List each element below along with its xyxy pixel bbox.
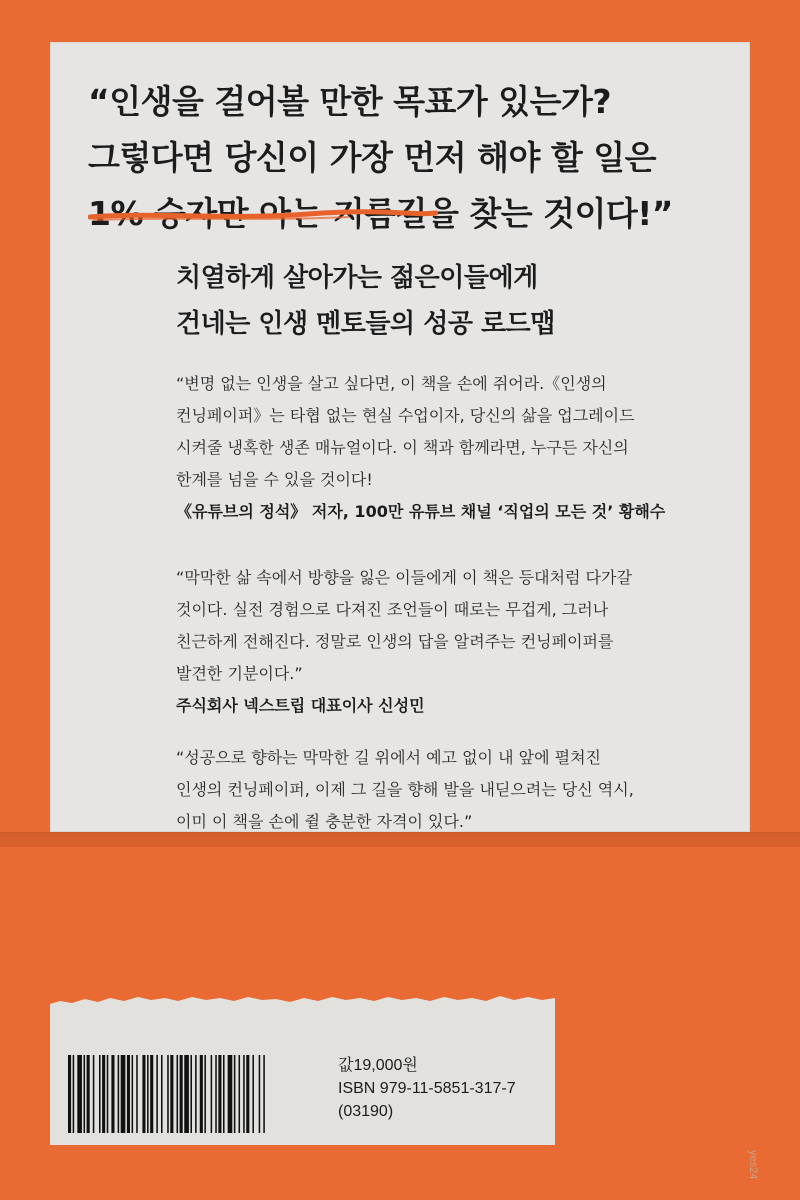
barcode-bar — [246, 1055, 249, 1133]
subheadline-line-2: 건네는 인생 멘토들의 성공 로드맵 — [176, 309, 555, 339]
subheadline-line-1: 치열하게 살아가는 젊은이들에게 — [176, 263, 538, 293]
barcode-bar — [180, 1055, 183, 1133]
barcode-bar — [93, 1055, 95, 1133]
barcode-bar — [259, 1055, 261, 1133]
barcode-bar — [223, 1055, 225, 1133]
barcode-bar — [68, 1055, 71, 1133]
barcode-bar — [252, 1055, 254, 1133]
isbn-number: ISBN 979-11-5851-317-7 — [338, 1080, 516, 1097]
watermark-logo: yes24 — [747, 1150, 759, 1180]
barcode-bar — [200, 1055, 203, 1133]
endorsement-quote-3 — [176, 742, 736, 838]
barcode-bar — [102, 1055, 105, 1133]
quote-line: 시켜줄 냉혹한 생존 매뉴얼이다. 이 책과 함께라면, 누구든 자신의 — [176, 438, 629, 457]
barcode-bar — [73, 1055, 75, 1133]
additional-code: (03190) — [338, 1103, 394, 1120]
quote-line: “변명 없는 인생을 살고 싶다면, 이 책을 손에 쥐어라.《인생의 — [176, 374, 607, 393]
barcode-bar — [118, 1055, 120, 1133]
price-block — [338, 1054, 516, 1123]
quote-author: 《유튜브의 정석》 저자, 100만 유튜브 채널 ‘직업의 모든 것’ 황해수 — [176, 502, 666, 521]
subheadline — [176, 255, 736, 347]
quote-line: “성공으로 향하는 막막한 길 위에서 예고 없이 내 앞에 펼쳐진 — [176, 748, 602, 767]
barcode-bar — [234, 1055, 236, 1133]
barcode-bar — [111, 1055, 114, 1133]
barcode-bar — [77, 1055, 82, 1133]
barcode-bar — [243, 1055, 245, 1133]
barcode-bar — [228, 1055, 233, 1133]
barcode-bar — [177, 1055, 179, 1133]
headline-line-3: 1% 승자만 아는 지름길을 찾는 것이다!” — [88, 194, 673, 233]
barcode-bar — [239, 1055, 241, 1133]
barcode-bar — [127, 1055, 130, 1133]
barcode-bar — [84, 1055, 86, 1133]
barcode-bar — [215, 1055, 217, 1133]
barcode — [66, 1055, 322, 1133]
endorsement-quote-1 — [176, 368, 736, 528]
barcode-bar — [204, 1055, 206, 1133]
quote-line: “막막한 삶 속에서 방향을 잃은 이들에게 이 책은 등대처럼 다가갈 — [176, 568, 632, 587]
barcode-bar — [211, 1055, 213, 1133]
endorsement-quote-2 — [176, 562, 736, 722]
barcode-bar — [263, 1055, 265, 1133]
quote-line: 한계를 넘을 수 있을 것이다! — [176, 470, 373, 489]
barcode-bar — [184, 1055, 189, 1133]
headline-line-1: “인생을 걸어볼 만한 목표가 있는가? — [88, 82, 612, 121]
headline-line-2: 그렇다면 당신이 가장 먼저 해야 할 일은 — [88, 138, 656, 177]
quote-author: 주식회사 넥스트립 대표이사 신성민 — [176, 696, 425, 715]
barcode-bar — [150, 1055, 153, 1133]
barcode-bar — [87, 1055, 90, 1133]
quote-line: 발견한 기분이다.” — [176, 664, 303, 683]
quote-line: 인생의 컨닝페이퍼, 이제 그 길을 향해 발을 내딛으려는 당신 역시, — [176, 780, 634, 799]
barcode-bar — [161, 1055, 163, 1133]
barcode-bar — [147, 1055, 149, 1133]
barcode-bar — [167, 1055, 169, 1133]
barcode-bar — [170, 1055, 173, 1133]
highlight-underline — [88, 208, 438, 224]
barcode-bar — [136, 1055, 138, 1133]
quote-line: 것이다. 실전 경험으로 다져진 조언들이 때로는 무겁게, 그러나 — [176, 600, 609, 619]
barcode-bar — [190, 1055, 192, 1133]
barcode-bar — [218, 1055, 221, 1133]
quote-line: 이미 이 책을 손에 쥘 충분한 자격이 있다.” — [176, 812, 473, 831]
barcode-bar — [142, 1055, 145, 1133]
quote-line: 컨닝페이퍼》는 타협 없는 현실 수업이자, 당신의 삶을 업그레이드 — [176, 406, 635, 425]
barcode-bar — [195, 1055, 197, 1133]
quote-line: 친근하게 전해진다. 정말로 인생의 답을 알려주는 컨닝페이퍼를 — [176, 632, 614, 651]
barcode-bar — [132, 1055, 134, 1133]
price-label: 값19,000원 — [338, 1057, 418, 1074]
barcode-bar — [121, 1055, 126, 1133]
barcode-bar — [156, 1055, 158, 1133]
barcode-bar — [99, 1055, 101, 1133]
barcode-bar — [107, 1055, 109, 1133]
